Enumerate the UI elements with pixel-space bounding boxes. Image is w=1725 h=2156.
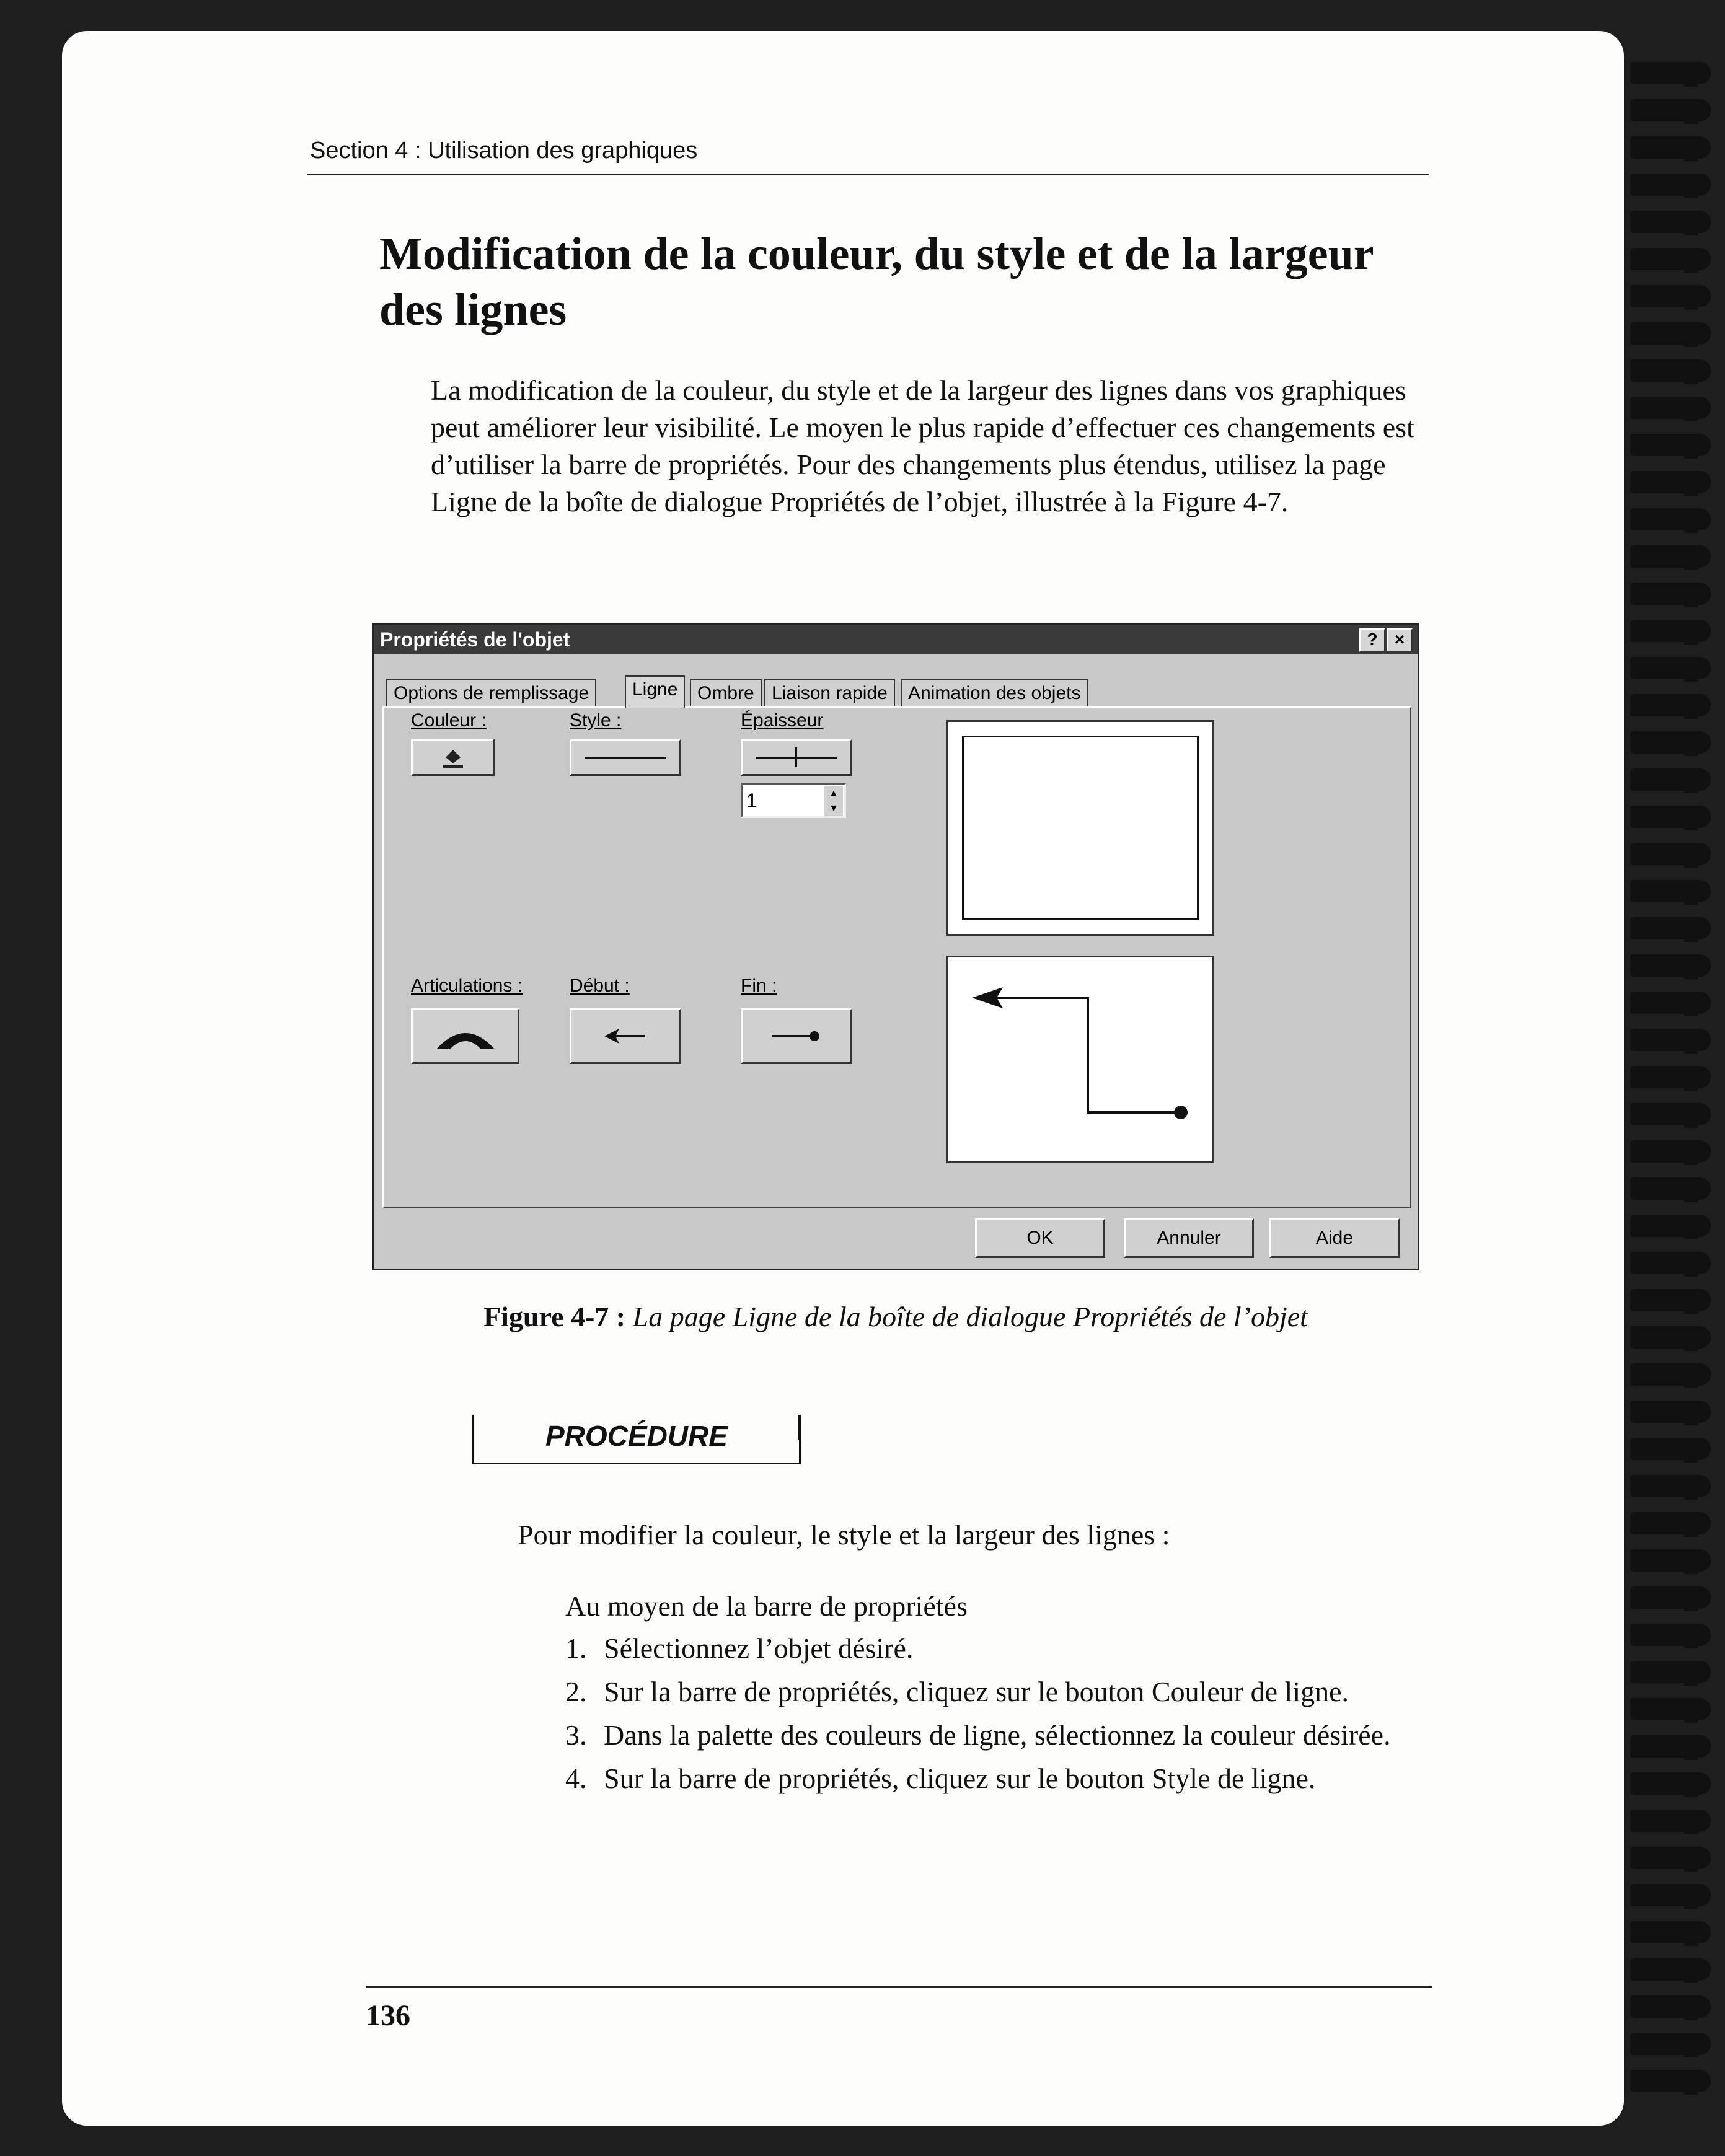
end-label: Fin :	[741, 975, 777, 996]
spinner-arrows-icon[interactable]: ▲ ▼	[824, 786, 843, 816]
spiral-coil	[1630, 1029, 1711, 1051]
joins-label: Articulations :	[411, 975, 523, 996]
step-number: 2.	[565, 1676, 587, 1707]
list-item	[565, 1673, 1421, 1710]
dot-end-icon	[769, 1027, 824, 1045]
close-icon[interactable]: ×	[1387, 628, 1413, 652]
spiral-coil	[1630, 1698, 1711, 1720]
spiral-coil	[1630, 1252, 1711, 1274]
thickness-spinner[interactable]	[741, 783, 846, 818]
list-item	[565, 1630, 1421, 1667]
spiral-coil	[1630, 1475, 1711, 1497]
spiral-coil	[1630, 1847, 1711, 1869]
solid-line-icon	[585, 754, 666, 760]
spiral-coil	[1630, 1772, 1711, 1795]
step-text: Sur la barre de propriétés, cliquez sur le bouton Couleur de ligne.	[604, 1676, 1349, 1707]
spiral-coil	[1630, 731, 1711, 754]
spiral-coil	[1630, 806, 1711, 828]
spiral-coil	[1630, 2033, 1711, 2055]
style-label: Style :	[570, 710, 622, 731]
tab-object-animation[interactable]: Animation des objets	[901, 679, 1088, 706]
round-join-icon	[431, 1021, 500, 1052]
spiral-coil	[1630, 583, 1711, 605]
spiral-coil	[1630, 508, 1711, 530]
spiral-coil	[1630, 1586, 1711, 1609]
spiral-coil	[1630, 1995, 1711, 2018]
spiral-coil	[1630, 322, 1711, 345]
line-start-button[interactable]	[570, 1008, 681, 1064]
tab-shadow[interactable]: Ombre	[690, 679, 762, 706]
spiral-coil	[1630, 992, 1711, 1014]
spiral-coil	[1630, 1661, 1711, 1683]
spiral-coil	[1630, 136, 1711, 159]
page-number: 136	[366, 1999, 410, 2032]
line-preview-rectangle	[946, 720, 1214, 936]
figure-label: Figure 4-7 :	[483, 1301, 626, 1332]
line-preview-connector	[946, 956, 1214, 1163]
spiral-coil	[1630, 1921, 1711, 1943]
spiral-coil	[1630, 917, 1711, 939]
spiral-coil	[1630, 99, 1711, 121]
step-text: Dans la palette des couleurs de ligne, sélectionnez la couleur désirée.	[604, 1719, 1391, 1751]
footer-rule	[366, 1986, 1432, 1988]
step-number: 1.	[565, 1632, 587, 1664]
spiral-coil	[1630, 285, 1711, 307]
paint-bucket-icon	[439, 746, 467, 768]
spiral-coil	[1630, 1103, 1711, 1125]
spiral-coil	[1630, 1066, 1711, 1088]
spiral-coil	[1630, 1289, 1711, 1311]
spiral-coil	[1630, 1958, 1711, 1981]
spiral-coil	[1630, 1363, 1711, 1386]
spiral-coil	[1630, 2070, 1711, 2092]
spiral-coil	[1630, 1215, 1711, 1237]
spiral-coil	[1630, 694, 1711, 716]
line-end-button[interactable]	[741, 1008, 852, 1064]
list-item	[565, 1717, 1421, 1754]
figure-caption	[372, 1300, 1419, 1333]
line-color-button[interactable]	[411, 739, 495, 776]
spiral-coil	[1630, 1401, 1711, 1423]
line-thickness-button[interactable]	[741, 739, 852, 776]
spiral-coil	[1630, 434, 1711, 456]
thickness-icon	[756, 745, 837, 770]
list-item	[565, 1760, 1421, 1797]
spiral-coil	[1630, 1177, 1711, 1200]
spiral-coil	[1630, 1735, 1711, 1758]
spiral-binding	[1630, 62, 1723, 2132]
spiral-coil	[1630, 880, 1711, 902]
spiral-coil	[1630, 545, 1711, 568]
help-button[interactable]: Aide	[1269, 1218, 1400, 1258]
page-title: Modification de la couleur, du style et de la largeur des lignes	[379, 229, 1374, 335]
start-label: Début :	[570, 975, 630, 996]
preview-rect-shape	[962, 736, 1199, 920]
figure-caption-text: La page Ligne de la boîte de dialogue Propriétés de l’objet	[632, 1301, 1308, 1332]
spiral-coil	[1630, 1438, 1711, 1460]
procedure-intro: Pour modifier la couleur, le style et la largeur des lignes :	[518, 1519, 1170, 1551]
spiral-coil	[1630, 397, 1711, 419]
spiral-coil	[1630, 211, 1711, 233]
dialog-title: Propriétés de l'objet	[380, 628, 570, 651]
dialog-titlebar	[374, 625, 1418, 654]
spiral-coil	[1630, 768, 1711, 791]
connector-preview-icon	[948, 957, 1212, 1161]
procedure-label: PROCÉDURE	[539, 1419, 734, 1453]
spiral-coil	[1630, 174, 1711, 196]
object-properties-dialog	[372, 623, 1419, 1270]
cancel-button[interactable]: Annuler	[1124, 1218, 1254, 1258]
tab-quick-link[interactable]: Liaison rapide	[764, 679, 895, 706]
ok-button[interactable]: OK	[975, 1218, 1105, 1258]
step-text: Sélectionnez l’objet désiré.	[604, 1632, 914, 1664]
header-rule	[307, 174, 1429, 175]
spiral-coil	[1630, 843, 1711, 865]
line-tab-panel	[382, 706, 1411, 1208]
procedure-box-tick	[472, 1415, 474, 1440]
spiral-coil	[1630, 248, 1711, 270]
spiral-coil	[1630, 1140, 1711, 1163]
step-text: Sur la barre de propriétés, cliquez sur le bouton Style de ligne.	[604, 1762, 1316, 1794]
procedure-steps	[565, 1630, 1421, 1803]
running-header: Section 4 : Utilisation des graphiques	[310, 138, 698, 164]
spiral-coil	[1630, 1810, 1711, 1832]
procedure-subheading: Au moyen de la barre de propriétés	[565, 1590, 968, 1622]
spiral-coil	[1630, 657, 1711, 679]
arrow-left-icon	[601, 1024, 650, 1049]
step-number: 3.	[565, 1719, 587, 1751]
spiral-coil	[1630, 1884, 1711, 1906]
thickness-value: 1	[746, 790, 757, 812]
line-style-button[interactable]	[570, 739, 681, 776]
spiral-coil	[1630, 954, 1711, 977]
spiral-coil	[1630, 359, 1711, 382]
step-number: 4.	[565, 1762, 587, 1794]
tab-line[interactable]: Ligne	[625, 675, 685, 708]
joins-button[interactable]	[411, 1008, 519, 1064]
tab-fill-options[interactable]: Options de remplissage	[386, 679, 596, 706]
spiral-coil	[1630, 1326, 1711, 1349]
help-icon[interactable]: ?	[1359, 628, 1385, 652]
procedure-box-tick-right	[798, 1415, 800, 1440]
spiral-coil	[1630, 471, 1711, 493]
intro-paragraph: La modification de la couleur, du style et de la largeur des lignes dans vos graphiques peut améliorer leur visibilité. Le moyen le plus rapide d’effectuer ces changements est d’utiliser la barre de propriétés. Pour des changements plus étendus, utilisez la page Ligne de la boîte de dialogue Propriétés de l’objet, illustrée à la Figure 4-7.	[431, 374, 1414, 517]
spiral-coil	[1630, 1512, 1711, 1534]
spiral-coil	[1630, 62, 1711, 84]
spiral-coil	[1630, 620, 1711, 642]
spiral-coil	[1630, 1624, 1711, 1646]
spiral-coil	[1630, 1549, 1711, 1572]
thickness-label: Épaisseur	[741, 710, 824, 731]
color-label: Couleur :	[411, 710, 487, 731]
